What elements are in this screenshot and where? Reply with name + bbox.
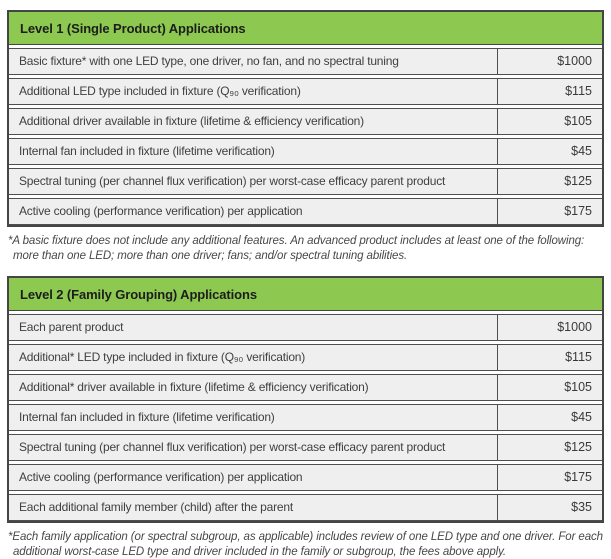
table-row	[9, 108, 602, 135]
row-price: $175	[564, 470, 592, 484]
row-price: $105	[564, 114, 592, 128]
table-row	[9, 344, 602, 371]
table-row	[9, 168, 602, 195]
table-row	[9, 404, 602, 431]
table-row	[9, 314, 602, 341]
row-description: Basic fixture* with one LED type, one driver, no fan, and no spectral tuning	[9, 49, 498, 74]
level1-table-header: Level 1 (Single Product) Applications	[9, 12, 602, 45]
row-price: $175	[564, 204, 592, 218]
level1-fee-table	[7, 10, 604, 227]
row-description: Active cooling (performance verification) per application	[9, 465, 498, 490]
row-price: $115	[565, 84, 592, 98]
row-price: $115	[565, 350, 592, 364]
row-description: Spectral tuning (per channel flux verification) per worst-case efficacy parent product	[9, 169, 498, 194]
row-description: Internal fan included in fixture (lifetime verification)	[9, 139, 498, 164]
table-row	[9, 374, 602, 401]
row-price: $1000	[557, 54, 592, 68]
table-row	[9, 198, 602, 225]
row-description: Additional driver available in fixture (lifetime & efficiency verification)	[9, 109, 498, 134]
table-row	[9, 464, 602, 491]
row-price: $125	[564, 174, 592, 188]
row-description: Additional* driver available in fixture (lifetime & efficiency verification)	[9, 375, 498, 400]
row-description: Active cooling (performance verification) per application	[9, 199, 498, 224]
row-price: $35	[571, 500, 592, 514]
row-description: Each additional family member (child) after the parent	[9, 495, 498, 520]
row-price: $45	[571, 144, 592, 158]
table-row	[9, 78, 602, 105]
row-description: Additional LED type included in fixture (Q₉₀ verification)	[9, 79, 498, 104]
level1-table-rows	[9, 48, 602, 225]
table-row	[9, 48, 602, 75]
level2-table-header: Level 2 (Family Grouping) Applications	[9, 278, 602, 311]
row-description: Additional* LED type included in fixture (Q₉₀ verification)	[9, 345, 498, 370]
table-row	[9, 138, 602, 165]
level2-fee-table	[7, 276, 604, 523]
level2-table-rows	[9, 314, 602, 521]
row-description: Internal fan included in fixture (lifetime verification)	[9, 405, 498, 430]
table-row	[9, 494, 602, 521]
table-row	[9, 434, 602, 461]
row-price: $105	[564, 380, 592, 394]
row-description: Each parent product	[9, 315, 498, 340]
level2-footnote: *Each family application (or spectral subgroup, as applicable) includes review of one LED type and one driver. For each additional worst-case LED type and driver included in the family or subgroup, the fees above apply.	[8, 531, 603, 558]
row-description: Spectral tuning (per channel flux verification) per worst-case efficacy parent product	[9, 435, 498, 460]
level1-footnote: *A basic fixture does not include any additional features. An advanced product includes at least one of the following: more than one LED; more than one driver; fans; and/or spectral tuning abilities.	[8, 235, 585, 262]
row-price: $45	[571, 410, 592, 424]
row-price: $125	[564, 440, 592, 454]
row-price: $1000	[557, 320, 592, 334]
